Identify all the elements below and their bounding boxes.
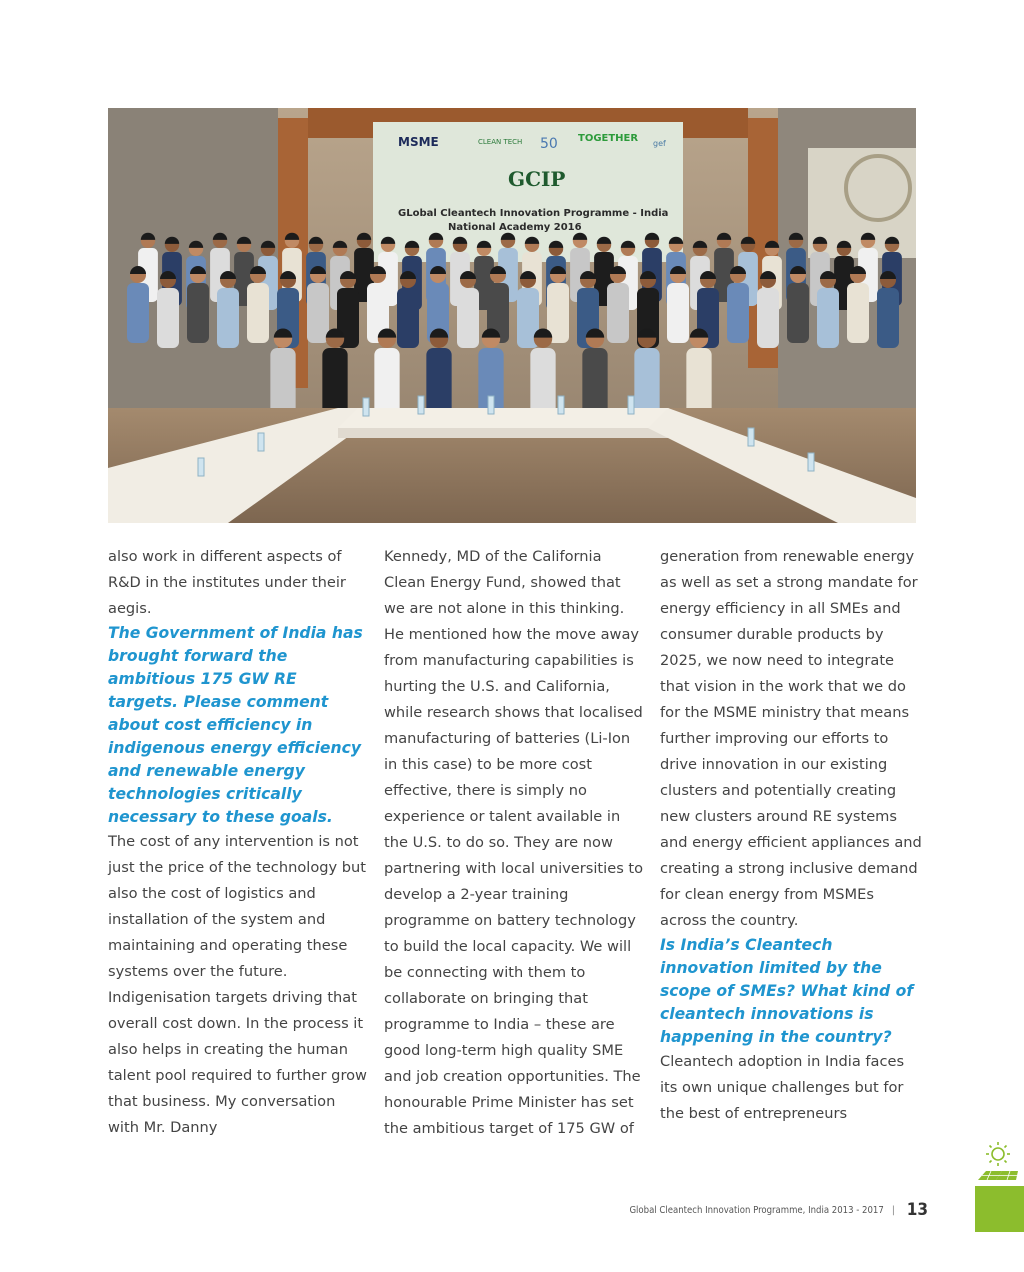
col3-paragraph-1: generation from renewable energy as well as set a strong mandate for energy efficiency in all SMEs and consumer durable products by 2025, we now need to integrate that vision in the work that we do for the MSME ministry that means further improving our efforts to drive innovation in our existing clusters and potentially creating new clusters around RE systems and energy efficient appliances and creating a strong inclusive demand for clean energy from MSMEs across the country. (660, 548, 922, 929)
page-number: 13 (906, 1200, 928, 1220)
col2-paragraph-1: Kennedy, MD of the California Clean Energy Fund, showed that we are not alone in this thinking. He mentioned how the move away from manufacturing capabilities is hurting the U.S. and California, while research shows that localised manufacturing of batteries (Li-Ion in this case) to be more cost effective, there is simply no experience or talent available in the U.S. to do so. They are now partnering with local universities to develop a 2-year training programme on battery technology to build the local capacity. We will be connecting with them to collaborate on bringing that programme to India – these are good long-term high quality SME and job creation opportunities. The honourable Prime Minister has set the ambitious target of 175 GW of (384, 548, 644, 1137)
col1-paragraph-1: also work in different aspects of R&D in the institutes under their aegis. (108, 548, 346, 617)
banner-logo-msme: MSME (398, 135, 439, 149)
col3-paragraph-2: Cleantech adoption in India faces its own unique challenges but for the best of entrepreneurs (660, 1053, 905, 1122)
banner-subtitle: National Academy 2016 (448, 222, 582, 233)
sun-icon (986, 1142, 1010, 1166)
banner-logo-together: TOGETHER (578, 133, 639, 144)
page-footer (629, 1200, 928, 1220)
footer-publication-title: Global Cleantech Innovation Programme, India 2013 - 2017 (629, 1204, 884, 1216)
banner-logo-cleantech: CLEAN TECH (478, 138, 523, 146)
banner-logo-gcip: GCIP (508, 167, 566, 191)
col3-question-heading: Is India’s Cleantech innovation limited by the scope of SMEs? What kind of cleantech innovations is happening in the country? (660, 936, 914, 1046)
footer-separator: | (891, 1204, 895, 1216)
text-column-1 (108, 544, 370, 1141)
banner-logo-fifty: 50 (540, 136, 558, 152)
group-photo (108, 108, 916, 523)
text-column-2 (384, 544, 646, 1142)
col1-paragraph-2: The cost of any intervention is not just the price of the technology but also the cost of logistics and installation of the system and maintaining and operating these systems over the future. Indigenisation targets driving that overall cost down. In the process it also helps in creating the human talent pool required to further grow that business. My conversation with Mr. Danny (108, 833, 367, 1136)
banner-logo-gef: gef (653, 139, 666, 148)
group-photo-illustration (108, 108, 916, 523)
col1-question-heading: The Government of India has brought forward the ambitious 175 GW RE targets. Please comment about cost efficiency in indigenous energy efficiency and renewable energy technologies critically necessary to these goals. (108, 624, 363, 826)
banner-title: GLobal Cleantech Innovation Programme - India (398, 208, 669, 219)
text-column-3 (660, 544, 922, 1127)
page-corner-accent (975, 1186, 1024, 1232)
